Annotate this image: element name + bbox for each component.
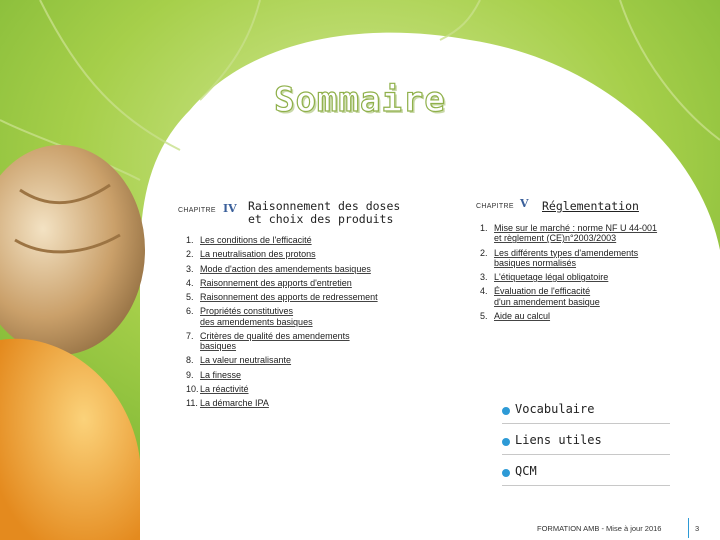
chapter-iv-item-number: 1. — [186, 235, 194, 245]
qcm-label: QCM — [515, 464, 537, 478]
bullet-icon — [502, 407, 510, 415]
chapter-iv-number: IV — [223, 202, 237, 215]
page-title: Sommaire — [274, 80, 446, 120]
chapter-iv-item-number: 6. — [186, 306, 194, 317]
chapter-v-item-number: 3. — [480, 272, 488, 282]
chapter-iv-item[interactable] — [186, 292, 436, 302]
chapter-v-item[interactable] — [480, 272, 690, 282]
chapter-v-item[interactable] — [480, 311, 690, 321]
chapter-iv-title — [248, 200, 400, 226]
chapter-v-item[interactable] — [480, 286, 690, 306]
chapter-v-item-link[interactable]: et règlement (CE)n°2003/2003 — [494, 233, 617, 244]
chapter-iv-item[interactable] — [186, 398, 436, 408]
chapter-v-item-link[interactable]: Évaluation de l'efficacité — [494, 286, 591, 297]
chapter-iv-item-number: 4. — [186, 277, 194, 288]
chapter-iv-item-link[interactable]: Raisonnement des apports de redressement — [200, 292, 378, 303]
chapter-iv-item-link[interactable]: La finesse — [200, 369, 242, 380]
chapter-iv-item-link[interactable]: Les conditions de l'efficacité — [200, 235, 312, 245]
chapter-iv-item-number: 3. — [186, 263, 194, 274]
chapter-iv-label: CHAPITRE — [178, 207, 216, 214]
chapter-iv-item[interactable] — [186, 384, 436, 394]
chapter-v-item-link[interactable]: d'un amendement basique — [494, 296, 600, 307]
chapter-iv-item-link[interactable]: La démarche IPA — [200, 398, 269, 409]
chapter-iv-item-link[interactable]: des amendements basiques — [200, 316, 313, 327]
chapter-v-list — [480, 223, 690, 325]
chapter-iv-item[interactable] — [186, 355, 436, 365]
chapter-v-label: CHAPITRE — [476, 203, 514, 210]
chapter-iv-item-link[interactable]: Propriétés constitutives — [200, 306, 294, 317]
chapter-iv-item-link[interactable]: La valeur neutralisante — [200, 355, 292, 366]
qcm-link[interactable] — [502, 461, 670, 486]
chapter-iv-item-number: 9. — [186, 369, 194, 380]
chapter-iv-item-number: 7. — [186, 330, 194, 341]
chapter-v-item-number: 4. — [480, 286, 488, 297]
chapter-v-item-link[interactable]: Les différents types d'amendements — [494, 247, 639, 258]
chapter-iv-item[interactable] — [186, 278, 436, 288]
chapter-iv-item-number: 10. — [186, 384, 199, 395]
chapter-iv-item[interactable] — [186, 235, 436, 245]
chapter-v-number: V — [520, 197, 529, 210]
chapter-iv-list — [186, 235, 436, 413]
chapter-iv-item-link[interactable]: Mode d'action des amendements basiques — [200, 263, 371, 274]
chapter-v-item-number: 5. — [480, 310, 488, 321]
chapter-v-title[interactable]: Réglementation — [542, 199, 639, 213]
chapter-iv-item-link[interactable]: Critères de qualité des amendements — [200, 330, 350, 341]
chapter-iv-item-link[interactable]: La réactivité — [200, 384, 249, 395]
chapter-iv-item[interactable] — [186, 249, 436, 259]
chapter-v-item-link[interactable]: basiques normalisés — [494, 257, 577, 268]
chapter-v-item-link[interactable]: L'étiquetage légal obligatoire — [494, 272, 609, 282]
footer-divider — [688, 518, 689, 538]
chapter-iv-item-number: 11. — [186, 398, 198, 409]
footer-text: FORMATION AMB - Mise à jour 2016 — [537, 524, 662, 533]
liens-utiles-link[interactable] — [502, 430, 670, 455]
chapter-v-item[interactable] — [480, 223, 690, 243]
chapter-v-item-link[interactable]: Aide au calcul — [494, 310, 551, 321]
chapter-iv-title-line2: et choix des produits — [248, 212, 394, 226]
chapter-iv-item-link[interactable]: La neutralisation des protons — [200, 249, 316, 260]
chapter-iv-item-number: 5. — [186, 292, 194, 303]
liens-utiles-label: Liens utiles — [515, 433, 602, 447]
vocabulaire-link[interactable] — [502, 399, 670, 424]
chapter-v-item[interactable] — [480, 248, 690, 268]
chapter-iv-item[interactable] — [186, 331, 436, 351]
chapter-iv-title-line1: Raisonnement des doses — [248, 199, 401, 213]
chapter-v-item-number: 1. — [480, 223, 488, 233]
chapter-iv-item-number: 8. — [186, 355, 194, 366]
chapter-iv-item-link[interactable]: basiques — [200, 341, 237, 352]
chapter-iv-item[interactable] — [186, 264, 436, 274]
chapter-iv-item-number: 2. — [186, 249, 194, 260]
bullet-icon — [502, 469, 510, 477]
chapter-iv-item-link[interactable]: Raisonnement des apports d'entretien — [200, 277, 352, 288]
chapter-v-item-number: 2. — [480, 247, 488, 258]
page-number: 3 — [695, 524, 700, 533]
chapter-iv-item[interactable] — [186, 306, 436, 326]
chapter-v-item-link[interactable]: Mise sur le marché : norme NF U 44-001 — [494, 223, 658, 233]
bullet-icon — [502, 438, 510, 446]
vocabulaire-label: Vocabulaire — [515, 402, 595, 416]
chapter-iv-item[interactable] — [186, 370, 436, 380]
